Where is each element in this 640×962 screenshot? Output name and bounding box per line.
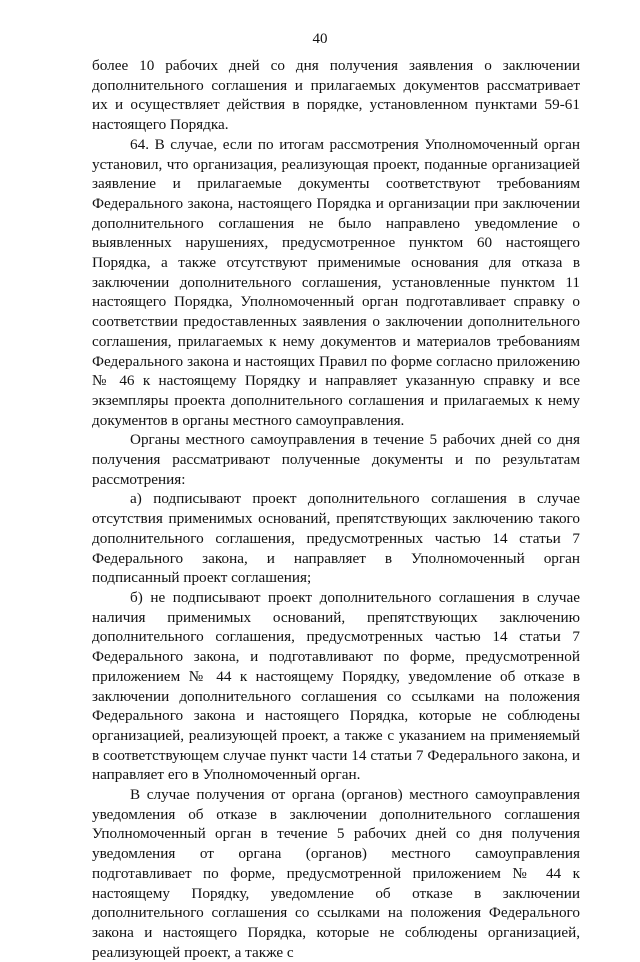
document-body (92, 56, 580, 962)
page-number: 40 (312, 31, 328, 47)
paragraph-local-authorities: Органы местного самоуправления в течение 5 рабочих дней со дня получения рассматривают полученные документы и по результатам рассмотрения: (92, 431, 580, 488)
paragraph-subitem-a: а) подписывают проект дополнительного соглашения в случае отсутствия применимых оснований, препятствующих заключению такого дополнительного соглашения, предусмотренных частью 14 статьи 7 Федерального закона, и направляет в Уполномоченный орган подписанный проект соглашения; (92, 490, 580, 587)
paragraph-continued: более 10 рабочих дней со дня получения заявления о заключении дополнительного соглашения и прилагаемых документов рассматривает их и осуществляет действия в порядке, установленном пунктами 59-61 настоящего Порядка. (92, 57, 580, 134)
paragraph-item-64: 64. В случае, если по итогам рассмотрения Уполномоченный орган установил, что организация, реализующая проект, поданные организацией заявление и прилагаемые документы соответствуют требованиям Федерального закона, настоящего Порядка и организации при заключении дополнительного соглашения не было направлено уведомление о выявленных нарушениях, предусмотренное пунктом 60 настоящего Порядка, а также отсутствуют применимые основания для отказа в заключении дополнительного соглашения, установленные пунктом 11 настоящего Порядка, Уполномоченный орган подготавливает справку о соответствии предоставленных заявления о заключении дополнительного соглашения, прилагаемых к нему документов и материалов требованиям Федерального закона и настоящих Правил по форме согласно приложению № 46 к настоящему Порядку и направляет указанную справку и все экземпляры проекта дополнительного соглашения и прилагаемых к нему документов в органы местного самоуправления. (92, 135, 580, 429)
paragraph-refusal-notice: В случае получения от органа (органов) местного самоуправления уведомления об отказе в заключении дополнительного соглашения Уполномоченный орган в течение 5 рабочих дней со дня получения уведомления от органа (органов) местного самоуправления подготавливает по форме, предусмотренной приложением № 44 к настоящему Порядку, уведомление об отказе в заключении дополнительного соглашения со ссылками на положения Федерального закона и настоящего Порядка, которые не соблюдены организацией, реализующей проект, а также с (92, 786, 580, 961)
paragraph-subitem-b: б) не подписывают проект дополнительного соглашения в случае наличия применимых оснований, препятствующих заключению дополнительного соглашения, предусмотренных частью 14 статьи 7 Федерального закона, и подготавливают по форме, предусмотренной приложением № 44 к настоящему Порядку, уведомление об отказе в заключении дополнительного соглашения со ссылками на положения Федерального закона и настоящего Порядка, которые не соблюдены организацией, реализующей проект, а также с указанием на применяемый в соответствующем случае пункт части 14 статьи 7 Федерального закона, и направляет его в Уполномоченный орган. (92, 588, 580, 784)
